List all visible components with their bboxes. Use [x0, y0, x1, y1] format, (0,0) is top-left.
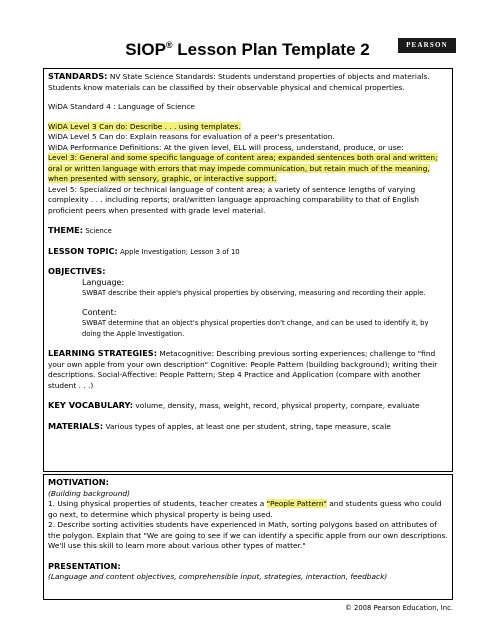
learning-strategies-text: Metacognitive: Describing previous sorting experiences; challenge to "find your own apple from your own description" Cognitive: People Pattern (building background); writing their descriptions. Social-Affective: People Pattern; Step 4 Practice and Application (compare with another student . . .): [48, 349, 438, 390]
standards-section: [48, 71, 448, 93]
objectives-language-text: SWBAT describe their apple's physical properties by observing, measuring and recording their apple.: [82, 289, 426, 297]
pearson-logo: PEARSON: [398, 38, 456, 53]
learning-strategies-label: LEARNING STRATEGIES:: [48, 348, 157, 358]
page-title: SIOP® Lesson Plan Template 2: [125, 40, 370, 59]
theme-label: THEME:: [48, 225, 84, 235]
wida-level3: WiDA Level 3 Can do: Describe . . . using templates.: [48, 121, 241, 131]
standards-text: NV State Science Standards: Students understand properties of objects and materials. Students know materials can be classified by their observable physical and chemical properties.: [48, 72, 430, 92]
motivation-label: MOTIVATION:: [48, 477, 109, 487]
objectives-language-label: Language:: [82, 277, 125, 287]
wida-level5: WiDA Level 5 Can do: Explain reasons for evaluation of a peer's presentation.: [48, 132, 335, 141]
motivation-note: (Building background): [48, 488, 130, 498]
wida-standard: WiDA Standard 4 : Language of Science: [48, 102, 195, 111]
wida-performance-level3: Level 3: General and some specific language of content area; expanded sentences both oral and written; oral or written language with errors that may impede communication, but retain much of the meaning, when presented with sensory, graphic, or interactive support.: [48, 153, 438, 183]
materials-text: Various types of apples, at least one per student, string, tape measure, scale: [105, 421, 391, 431]
wida-performance-intro: WiDA Performance Definitions: At the given level, ELL will process, understand, produce, or use:: [48, 142, 404, 152]
lesson-topic-value: Apple Investigation; Lesson 3 of 10: [120, 247, 240, 256]
objectives-content-text: SWBAT determine that an object's physical properties don't change, and can be used to identify it, by doing the Apple Investigation.: [82, 319, 429, 338]
lesson-topic-section: [48, 246, 448, 258]
key-vocabulary-section: [48, 400, 448, 412]
lesson-plan-box-bottom: [43, 474, 453, 600]
copyright-footer: © 2008 Pearson Education, Inc.: [345, 604, 453, 612]
materials-label: MATERIALS:: [48, 420, 104, 431]
key-vocabulary-label: KEY VOCABULARY:: [48, 400, 134, 410]
lesson-plan-box-top: [43, 68, 453, 472]
presentation-label: PRESENTATION:: [48, 560, 121, 571]
motivation-item-2: 2. Describe sorting activities students have experienced in Math, sorting polygons based on attributes of the polygon. Explain that "We are going to see if we can identify a specific apple from our own descriptions. We'll use this skill to learn more about various other types of matter.": [48, 520, 448, 550]
standards-label: STANDARDS:: [48, 71, 108, 81]
objectives-content-label: Content:: [82, 307, 117, 317]
key-vocabulary-text: volume, density, mass, weight, record, physical property, compare, evaluate: [135, 401, 420, 410]
objectives-label: OBJECTIVES:: [48, 266, 106, 276]
theme-section: [48, 225, 448, 237]
materials-section: [48, 421, 448, 433]
lesson-topic-label: LESSON TOPIC:: [48, 245, 118, 256]
wida-performance-level5: Level 5: Specialized or technical language of content area; a variety of sentence lengths of varying complexity . . . including reports; oral/written language approaching comparability to that of English proficient peers when presented with grade level material.: [48, 184, 419, 215]
presentation-note: (Language and content objectives, comprehensible input, strategies, interaction, feedback): [48, 572, 388, 581]
motivation-item-1: 1. Using physical properties of students, teacher creates a "People Pattern" and students guess who could go next, to determine which physical property is being used.: [48, 499, 442, 519]
theme-value: Science: [85, 227, 112, 235]
learning-strategies-section: [48, 348, 448, 391]
